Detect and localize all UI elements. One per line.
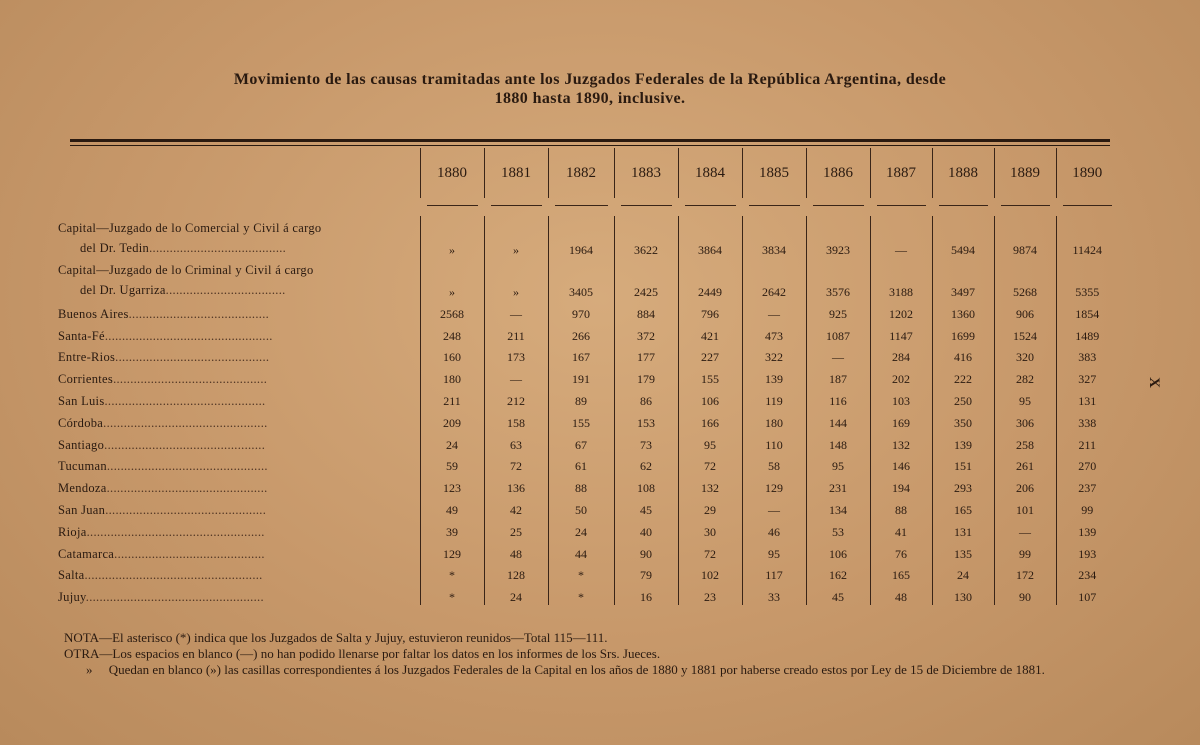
table-cell: 2568 (420, 300, 484, 322)
table-cell: 40 (614, 518, 678, 540)
table-cell: 1964 (548, 216, 614, 258)
year-label: 1882 (566, 164, 596, 181)
table-row (58, 365, 1118, 387)
table-cell: 136 (484, 474, 548, 496)
year-label: 1889 (1010, 164, 1040, 181)
table-cell: 884 (614, 300, 678, 322)
table-cell: — (742, 300, 806, 322)
table-row (58, 216, 1118, 258)
table-cell: 49 (420, 496, 484, 518)
leader-dots: ............................................... (104, 437, 266, 452)
year-header-1880 (420, 148, 484, 198)
table-row (58, 496, 1118, 518)
leader-dots: ............................................... (106, 459, 268, 474)
title-line-1: Movimiento de las causas tramitadas ante los Juzgados Federales de la República Argentina, desde (233, 71, 947, 88)
table-cell: 63 (484, 431, 548, 453)
table-cell: 139 (932, 431, 994, 453)
table-cell: 132 (870, 431, 932, 453)
table-cell: 73 (614, 431, 678, 453)
table-cell: 123 (420, 474, 484, 496)
table-cell: 2425 (614, 258, 678, 300)
table-cell: 211 (1056, 431, 1118, 453)
table-cell: — (484, 300, 548, 322)
table-cell: 211 (420, 387, 484, 409)
row-label (58, 258, 420, 300)
table-body (58, 198, 1118, 605)
table-cell: 58 (742, 453, 806, 475)
table-cell: 24 (548, 518, 614, 540)
row-label (58, 583, 420, 605)
table-cell: 41 (870, 518, 932, 540)
table-cell: 1202 (870, 300, 932, 322)
note-asterisk: NOTA—El asterisco (*) indica que los Juzgados de Salta y Jujuy, estuvieron reunidos—Total 115—111. (64, 630, 608, 645)
row-label (58, 300, 420, 322)
leader-dots: ................................... (165, 283, 286, 297)
table-cell: 117 (742, 562, 806, 584)
table-cell: 130 (932, 583, 994, 605)
table-cell: 50 (548, 496, 614, 518)
table-cell: 33 (742, 583, 806, 605)
label-column-header (58, 148, 420, 198)
table-cell: 1524 (994, 322, 1056, 344)
table-cell: 95 (678, 431, 742, 453)
top-rule-thin (70, 145, 1110, 146)
table-cell: » (420, 258, 484, 300)
table-cell: 2449 (678, 258, 742, 300)
row-label-text: Capital—Juzgado de lo Criminal y Civil á cargo (58, 263, 314, 277)
row-label-text: San Juan (58, 502, 106, 517)
table-cell: 227 (678, 344, 742, 366)
table-cell: 3188 (870, 258, 932, 300)
table-cell: 16 (614, 583, 678, 605)
row-label (58, 216, 420, 258)
table-cell: 95 (806, 453, 870, 475)
leader-dots: ............................................... (104, 393, 266, 408)
year-header-1884 (678, 148, 742, 198)
table-cell: 101 (994, 496, 1056, 518)
table-cell: 11424 (1056, 216, 1118, 258)
table-cell: 144 (806, 409, 870, 431)
table-cell: 416 (932, 344, 994, 366)
table-cell: 102 (678, 562, 742, 584)
row-label (58, 562, 420, 584)
year-header-1890 (1056, 148, 1118, 198)
leader-dots: .................................................... (85, 590, 264, 605)
table-cell: 62 (614, 453, 678, 475)
table-title (60, 70, 1120, 108)
table-cell: 250 (932, 387, 994, 409)
table-cell: 177 (614, 344, 678, 366)
table-cell: » (484, 258, 548, 300)
year-label: 1887 (886, 164, 916, 181)
table-cell: * (420, 562, 484, 584)
table-cell: 61 (548, 453, 614, 475)
table-cell: 306 (994, 409, 1056, 431)
row-label-text: Corrientes (58, 372, 114, 387)
table-cell: 5494 (932, 216, 994, 258)
row-label-text: Buenos Aires (58, 306, 129, 321)
year-header-1886 (806, 148, 870, 198)
table-cell: 320 (994, 344, 1056, 366)
leader-dots: ............................................. (113, 372, 268, 387)
table-row (58, 258, 1118, 300)
table-cell: 231 (806, 474, 870, 496)
table-cell: 925 (806, 300, 870, 322)
row-label-text-2: del Dr. Tedin (80, 241, 150, 255)
table-cell: 3576 (806, 258, 870, 300)
table-cell: 29 (678, 496, 742, 518)
table-cell: 99 (1056, 496, 1118, 518)
table-cell: 3497 (932, 258, 994, 300)
row-label (58, 496, 420, 518)
table-cell: 350 (932, 409, 994, 431)
table-cell: 1489 (1056, 322, 1118, 344)
table-cell: 5355 (1056, 258, 1118, 300)
table-cell: — (870, 216, 932, 258)
row-label-text: Tucuman (58, 459, 107, 474)
table-cell: 79 (614, 562, 678, 584)
table-cell: 106 (678, 387, 742, 409)
table-cell: 99 (994, 540, 1056, 562)
leader-dots: ................................................. (104, 328, 273, 343)
table-cell: 180 (742, 409, 806, 431)
table-cell: 212 (484, 387, 548, 409)
table-cell: 167 (548, 344, 614, 366)
leader-dots: ............................................... (106, 481, 268, 496)
table-cell: 129 (742, 474, 806, 496)
table-row (58, 562, 1118, 584)
table-cell: 211 (484, 322, 548, 344)
table-cell: 23 (678, 583, 742, 605)
table-cell: 45 (806, 583, 870, 605)
table-cell: 266 (548, 322, 614, 344)
table-cell: 1147 (870, 322, 932, 344)
table-cell: 42 (484, 496, 548, 518)
table-cell: 139 (742, 365, 806, 387)
table-row (58, 453, 1118, 475)
table-cell: 970 (548, 300, 614, 322)
leader-dots: .................................................... (86, 524, 265, 539)
year-label: 1890 (1072, 164, 1103, 181)
table-cell: 45 (614, 496, 678, 518)
table-cell: 110 (742, 431, 806, 453)
row-label (58, 387, 420, 409)
table-cell: 139 (1056, 518, 1118, 540)
row-label-text: San Luis (58, 393, 105, 408)
table-cell: — (484, 365, 548, 387)
table-cell: 383 (1056, 344, 1118, 366)
table-cell: 248 (420, 322, 484, 344)
table-cell: 76 (870, 540, 932, 562)
row-label (58, 474, 420, 496)
table-cell: 191 (548, 365, 614, 387)
table-cell: 234 (1056, 562, 1118, 584)
table-cell: 3405 (548, 258, 614, 300)
table-cell: 206 (994, 474, 1056, 496)
table-cell: 131 (1056, 387, 1118, 409)
table-cell: 3622 (614, 216, 678, 258)
table-cell: » (420, 216, 484, 258)
table-cell: 67 (548, 431, 614, 453)
table-cell: 3923 (806, 216, 870, 258)
row-label (58, 365, 420, 387)
table-cell: — (994, 518, 1056, 540)
row-label-text: Rioja (58, 524, 87, 539)
statistics-table (58, 148, 1118, 605)
year-header-1883 (614, 148, 678, 198)
table-cell: 284 (870, 344, 932, 366)
table-cell: 155 (678, 365, 742, 387)
table-cell: — (742, 496, 806, 518)
year-header-1889 (994, 148, 1056, 198)
table-cell: 1087 (806, 322, 870, 344)
table-cell: 72 (484, 453, 548, 475)
row-label-text: Capital—Juzgado de lo Comercial y Civil á cargo (58, 221, 322, 235)
table-row (58, 322, 1118, 344)
table-cell: 24 (484, 583, 548, 605)
row-label (58, 322, 420, 344)
row-label (58, 409, 420, 431)
table-cell: 202 (870, 365, 932, 387)
row-label (58, 540, 420, 562)
table-cell: 46 (742, 518, 806, 540)
table-cell: 131 (932, 518, 994, 540)
year-header-1882 (548, 148, 614, 198)
page-number-mark: X (1145, 377, 1162, 388)
leader-dots: ......................................... (128, 306, 270, 321)
table-cell: 90 (994, 583, 1056, 605)
table-cell: 106 (806, 540, 870, 562)
year-header-1885 (742, 148, 806, 198)
table-cell: 153 (614, 409, 678, 431)
year-label: 1881 (501, 164, 531, 181)
table-cell: 209 (420, 409, 484, 431)
table-cell: 155 (548, 409, 614, 431)
table-cell: 158 (484, 409, 548, 431)
table-cell: 193 (1056, 540, 1118, 562)
row-label-text: Catamarca (58, 546, 115, 561)
table-cell: 44 (548, 540, 614, 562)
table-cell: 86 (614, 387, 678, 409)
table-row (58, 344, 1118, 366)
table-cell: * (548, 562, 614, 584)
table-cell: 3834 (742, 216, 806, 258)
table-cell: 48 (870, 583, 932, 605)
table-cell: 322 (742, 344, 806, 366)
table-cell: 129 (420, 540, 484, 562)
table-cell: 132 (678, 474, 742, 496)
table-cell: * (420, 583, 484, 605)
table-cell: 194 (870, 474, 932, 496)
table-row (58, 409, 1118, 431)
table-cell: 72 (678, 540, 742, 562)
table-cell: 421 (678, 322, 742, 344)
table-cell: 95 (994, 387, 1056, 409)
table-cell: 134 (806, 496, 870, 518)
table-cell: 222 (932, 365, 994, 387)
table-cell: 338 (1056, 409, 1118, 431)
year-header-1887 (870, 148, 932, 198)
table-cell: 128 (484, 562, 548, 584)
row-label-text: Entre-Rios (58, 350, 116, 365)
year-header-1881 (484, 148, 548, 198)
year-label: 1888 (948, 164, 978, 181)
table-cell: 25 (484, 518, 548, 540)
table-cell: 906 (994, 300, 1056, 322)
table-row (58, 518, 1118, 540)
table-cell: 95 (742, 540, 806, 562)
table-cell: 261 (994, 453, 1056, 475)
table-cell: 30 (678, 518, 742, 540)
table-cell: 282 (994, 365, 1056, 387)
table-cell: 237 (1056, 474, 1118, 496)
table-row (58, 540, 1118, 562)
table-row (58, 431, 1118, 453)
table-cell: 119 (742, 387, 806, 409)
table-cell: 59 (420, 453, 484, 475)
leader-dots: ................................................ (103, 415, 268, 430)
table-cell: 372 (614, 322, 678, 344)
table-row (58, 583, 1118, 605)
table-row (58, 387, 1118, 409)
row-label (58, 431, 420, 453)
leader-dots: ............................................... (105, 502, 267, 517)
leader-dots: ............................................ (114, 546, 265, 561)
table-cell: * (548, 583, 614, 605)
leader-dots: ............................................. (115, 350, 270, 365)
table-cell: 179 (614, 365, 678, 387)
table-cell: 135 (932, 540, 994, 562)
year-label: 1880 (437, 164, 467, 181)
table-cell: 1699 (932, 322, 994, 344)
title-line-2: 1880 hasta 1890, inclusive. (494, 90, 686, 107)
year-label: 1885 (759, 164, 789, 181)
table-cell: 24 (932, 562, 994, 584)
table-cell: 293 (932, 474, 994, 496)
top-rule-thick (70, 139, 1110, 142)
table-cell: 270 (1056, 453, 1118, 475)
table-cell: 165 (932, 496, 994, 518)
table-cell: 327 (1056, 365, 1118, 387)
year-label: 1886 (823, 164, 853, 181)
row-label-text: Santiago (58, 437, 105, 452)
leader-dots: ........................................ (149, 241, 287, 255)
table-cell: 146 (870, 453, 932, 475)
table-cell: 151 (932, 453, 994, 475)
row-label-text: Santa-Fé (58, 328, 105, 343)
table-cell: 796 (678, 300, 742, 322)
table-cell: 48 (484, 540, 548, 562)
note-capital (64, 662, 1152, 678)
table-row (58, 474, 1118, 496)
table-cell: 166 (678, 409, 742, 431)
table-cell: 473 (742, 322, 806, 344)
table-cell: 1854 (1056, 300, 1118, 322)
row-label-text-2: del Dr. Ugarriza (80, 283, 166, 297)
header-row (58, 148, 1118, 198)
year-header-1888 (932, 148, 994, 198)
table-cell: 173 (484, 344, 548, 366)
table-cell: 108 (614, 474, 678, 496)
table-cell: 258 (994, 431, 1056, 453)
table-cell: 180 (420, 365, 484, 387)
row-label-text: Córdoba (58, 415, 104, 430)
table-cell: 72 (678, 453, 742, 475)
table-cell: 187 (806, 365, 870, 387)
table-cell: 39 (420, 518, 484, 540)
table-row (58, 300, 1118, 322)
row-label-text: Jujuy (58, 590, 86, 605)
table-cell: 88 (870, 496, 932, 518)
table-cell: 172 (994, 562, 1056, 584)
table-cell: 3864 (678, 216, 742, 258)
leader-dots: .................................................... (84, 568, 263, 583)
table-cell: 5268 (994, 258, 1056, 300)
row-label-text: Salta (58, 568, 85, 583)
table-cell: 107 (1056, 583, 1118, 605)
table-cell: 89 (548, 387, 614, 409)
table-cell: 88 (548, 474, 614, 496)
row-label (58, 344, 420, 366)
row-label (58, 518, 420, 540)
table-cell: 9874 (994, 216, 1056, 258)
table-cell: 24 (420, 431, 484, 453)
footnotes (64, 630, 1134, 678)
table-cell: 103 (870, 387, 932, 409)
table-cell: 90 (614, 540, 678, 562)
note-capital-mark: » (86, 662, 93, 677)
table-cell: 2642 (742, 258, 806, 300)
row-label (58, 453, 420, 475)
table-cell: 160 (420, 344, 484, 366)
table-cell: 116 (806, 387, 870, 409)
table-cell: — (806, 344, 870, 366)
note-blank-spaces: OTRA—Los espacios en blanco (—) no han podido llenarse por faltar los datos en los informes de los Srs. Jueces. (64, 646, 661, 661)
table-cell: 148 (806, 431, 870, 453)
row-label-text: Mendoza (58, 481, 107, 496)
table-cell: 162 (806, 562, 870, 584)
table-cell: 53 (806, 518, 870, 540)
table-cell: 165 (870, 562, 932, 584)
year-label: 1883 (631, 164, 661, 181)
spacer-row (58, 198, 1118, 216)
table-cell: 169 (870, 409, 932, 431)
table-cell: 1360 (932, 300, 994, 322)
note-capital-text: Quedan en blanco (») las casillas correspondientes á los Juzgados Federales de la Capital en los años de 1880 y 1881 por haberse creado estos por Ley de 15 de Diciembre de 1881. (108, 662, 1045, 677)
table-cell: » (484, 216, 548, 258)
year-label: 1884 (695, 164, 725, 181)
